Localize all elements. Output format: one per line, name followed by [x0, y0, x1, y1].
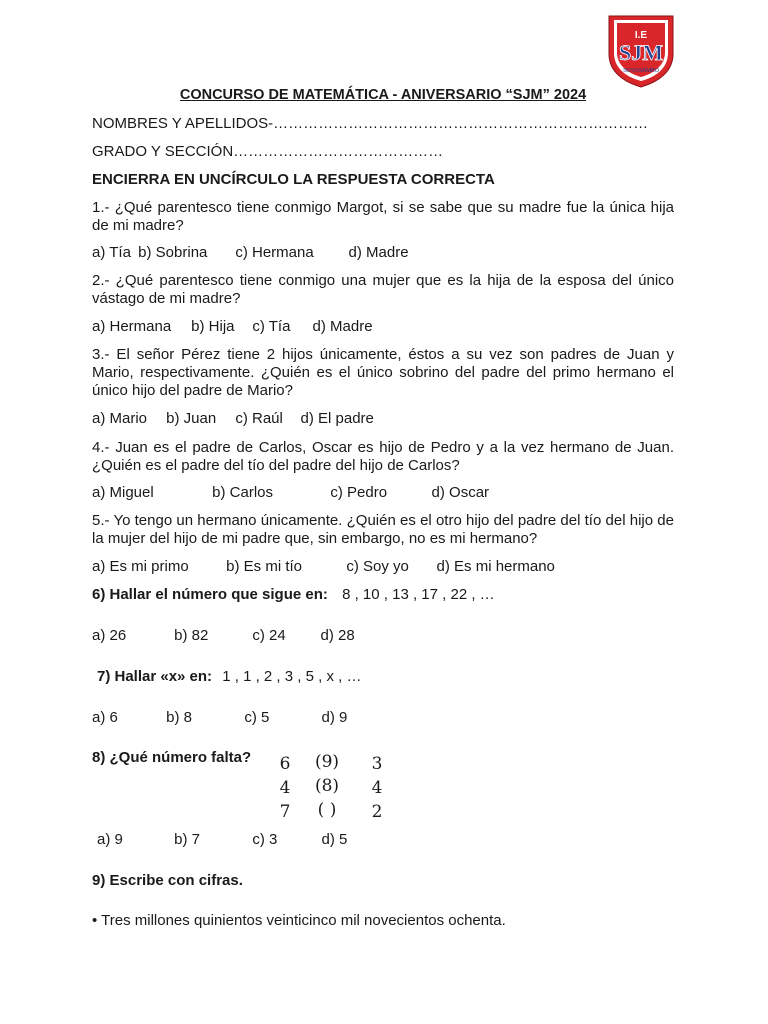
question-3-text: 3.- El señor Pérez tiene 2 hijos únicamente, éstos a su vez son padres de Juan y Mario, respectivamente. ¿Quién es el único sobrino del padre del primo hermano el único hijo del padre de Mario? — [92, 346, 674, 399]
page-title: CONCURSO DE MATEMÁTICA - ANIVERSARIO “SJM” 2024 — [179, 87, 587, 103]
grid-cell: (9) — [314, 752, 340, 772]
question-5-text: 5.- Yo tengo un hermano únicamente. ¿Quién es el otro hijo del padre del tío del hijo de la mujer del hijo de mi padre que, sin embargo, no es mi hermano? — [92, 512, 674, 547]
question-1-options — [92, 244, 674, 262]
option[interactable]: b) 7 — [174, 831, 201, 848]
option[interactable]: d) 28 — [320, 627, 355, 644]
option[interactable]: b) Es mi tío — [226, 558, 303, 575]
logo-bottom-text: SOYOSAMBO — [623, 68, 659, 74]
grid-cell: 2 — [371, 802, 383, 822]
question-2-options — [92, 318, 674, 336]
option[interactable]: a) Tía — [92, 244, 131, 261]
option[interactable]: b) 82 — [174, 627, 209, 644]
number-grid — [276, 754, 386, 826]
option[interactable]: d) 5 — [321, 831, 348, 848]
option[interactable]: a) 26 — [92, 627, 127, 644]
grid-cell: (8) — [314, 776, 340, 796]
option[interactable]: b) Juan — [166, 410, 217, 427]
question-8-options — [97, 831, 679, 849]
option[interactable]: a) 9 — [97, 831, 123, 848]
grid-cell: 4 — [279, 778, 291, 798]
question-2-text: 2.- ¿Qué parentesco tiene conmigo una mujer que es la hija de la esposa del único vástago de mi madre? — [92, 272, 674, 307]
option[interactable]: b) Sobrina — [138, 244, 208, 261]
grid-cell: 4 — [371, 778, 383, 798]
option[interactable]: a) Hermana — [92, 318, 172, 335]
option[interactable]: c) Raúl — [235, 410, 283, 427]
option[interactable]: c) 5 — [244, 709, 270, 726]
question-7-options — [92, 709, 674, 727]
option[interactable]: a) 6 — [92, 709, 118, 726]
question-4-options — [92, 484, 674, 502]
option[interactable]: b) 8 — [166, 709, 193, 726]
option[interactable]: c) Pedro — [330, 484, 388, 501]
option[interactable]: b) Hija — [191, 318, 235, 335]
option[interactable]: d) Madre — [312, 318, 373, 335]
option[interactable]: d) 9 — [321, 709, 348, 726]
instruction-heading: ENCIERRA EN UNCÍRCULO LA RESPUESTA CORRECTA — [92, 171, 495, 188]
grid-cell: 6 — [279, 754, 291, 774]
option[interactable]: d) Es mi hermano — [436, 558, 555, 575]
question-7-label: 7) Hallar «x» en: — [97, 668, 213, 685]
question-7 — [97, 668, 679, 686]
option[interactable]: c) Tía — [252, 318, 291, 335]
option[interactable]: a) Miguel — [92, 484, 154, 501]
question-9-item: • Tres millones quinientos veinticinco mil novecientos ochenta. — [92, 912, 506, 929]
question-9-label: 9) Escribe con cifras. — [92, 872, 243, 889]
question-6 — [92, 586, 674, 604]
logo-main-text: SJM — [619, 40, 663, 65]
logo-top-text: I.E — [634, 30, 648, 41]
names-field: NOMBRES Y APELLIDOS-………………………………………………………………… — [92, 115, 649, 132]
question-6-label: 6) Hallar el número que sigue en: — [92, 586, 328, 603]
option[interactable]: c) 3 — [252, 831, 278, 848]
question-6-sequence: 8 , 10 , 13 , 17 , 22 , … — [342, 586, 495, 603]
question-5-options — [92, 558, 674, 576]
option[interactable]: d) Oscar — [431, 484, 490, 501]
option[interactable]: c) Hermana — [235, 244, 314, 261]
question-6-options — [92, 627, 674, 645]
option[interactable]: c) 24 — [252, 627, 286, 644]
grid-cell: 3 — [371, 754, 383, 774]
option[interactable]: b) Carlos — [212, 484, 274, 501]
grid-cell: 7 — [279, 802, 291, 822]
question-1-text: 1.- ¿Qué parentesco tiene conmigo Margot, si se sabe que su madre fue la única hija de mi madre? — [92, 199, 674, 234]
question-3-options — [92, 410, 674, 428]
option[interactable]: c) Soy yo — [346, 558, 409, 575]
question-8-label: 8) ¿Qué número falta? — [92, 749, 252, 766]
option[interactable]: a) Es mi primo — [92, 558, 189, 575]
question-4-text: 4.- Juan es el padre de Carlos, Oscar es hijo de Pedro y a la vez hermano de Juan. ¿Quién es el padre del tío del padre del hijo de Carlos? — [92, 439, 674, 474]
grade-field: GRADO Y SECCIÓN…………………………………… — [92, 143, 444, 160]
worksheet-page — [92, 0, 674, 1024]
grid-cell-missing: ( ) — [317, 800, 337, 820]
option[interactable]: d) El padre — [300, 410, 374, 427]
question-7-sequence: 1 , 1 , 2 , 3 , 5 , x , … — [222, 668, 362, 685]
option[interactable]: a) Mario — [92, 410, 148, 427]
option[interactable]: d) Madre — [348, 244, 409, 261]
